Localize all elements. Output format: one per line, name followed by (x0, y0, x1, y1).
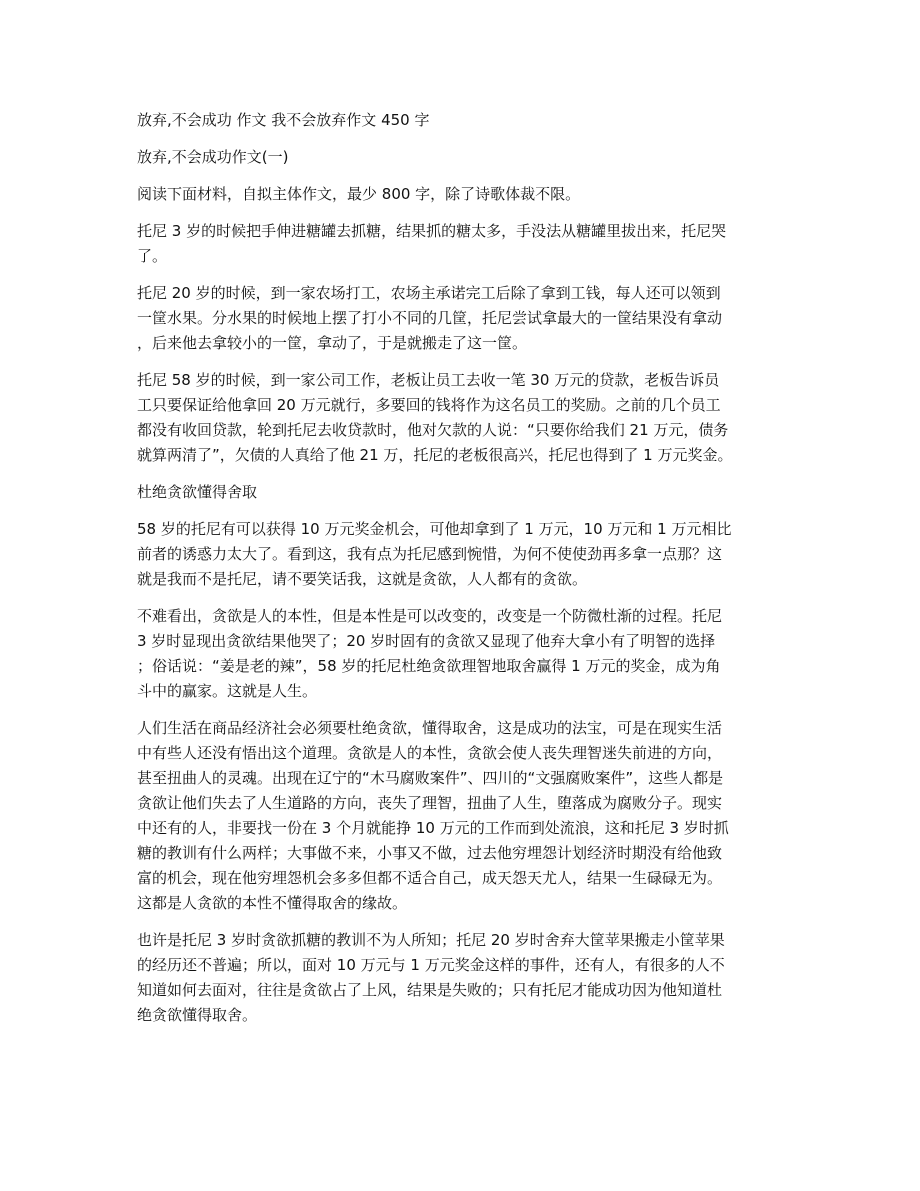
text-line: 中还有的人，非要找一份在 3 个月就能挣 10 万元的工作而到处流浪，这和托尼 3 岁时抓 (137, 819, 729, 837)
paragraph-society (137, 716, 785, 916)
text-line: 3 岁时显现出贪欲结果他哭了；20 岁时固有的贪欲又显现了他弃大拿小有了明智的选择 (137, 632, 716, 650)
text-line: 斗中的赢家。这就是人生。 (137, 682, 318, 700)
text-line: 人们生活在商品经济社会必须要杜绝贪欲，懂得取舍，这是成功的法宝，可是在现实生活 (137, 719, 723, 737)
text-line: 糖的教训有什么两样；大事做不来，小事又不做，过去他穷埋怨计划经济时期没有给他致 (137, 844, 723, 862)
paragraph-human-nature (137, 604, 785, 704)
paragraph-age-58 (137, 368, 785, 468)
paragraph-temptation (137, 517, 785, 592)
text-line: 就是我而不是托尼，请不要笑话我，这就是贪欲，人人都有的贪欲。 (137, 570, 588, 588)
paragraph-age-3 (137, 219, 785, 269)
text-line: 绝贪欲懂得取舍。 (137, 1006, 258, 1024)
essay-heading: 放弃,不会成功作文(一) (137, 148, 289, 166)
text-line: 托尼 58 岁的时候，到一家公司工作，老板让员工去收一笔 30 万元的贷款，老板告诉员 (137, 371, 720, 389)
text-line: 的经历还不普遍；所以，面对 10 万元与 1 万元奖金这样的事件，还有人，有很多的人不 (137, 956, 725, 974)
paragraph-instructions (137, 182, 785, 207)
text-line: 富的机会，现在他穷埋怨机会多多但都不适合自己，成天怨天尤人，结果一生碌碌无为。 (137, 869, 723, 887)
document-title: 放弃,不会成功 作文 我不会放弃作文 450 字 (137, 111, 430, 129)
text-line: 也许是托尼 3 岁时贪欲抓糖的教训不为人所知；托尼 20 岁时舍弃大筐苹果搬走小筐苹果 (137, 931, 725, 949)
text-line: 这都是人贪欲的本性不懂得取舍的缘故。 (137, 894, 408, 912)
text-line: 58 岁的托尼有可以获得 10 万元奖金机会，可他却拿到了 1 万元，10 万元和 1 万元相比 (137, 520, 732, 538)
text-line: 了。 (137, 247, 168, 265)
text-line: ，后来他去拿较小的一筐，拿动了，于是就搬走了这一筐。 (137, 334, 528, 352)
document-body (137, 108, 785, 1040)
essay-subtitle: 杜绝贪欲懂得舍取 (137, 483, 258, 501)
text-line: 都没有收回贷款，轮到托尼去收贷款时，他对欠款的人说：“只要你给我们 21 万元，债务 (137, 421, 729, 439)
text-line: 甚至扭曲人的灵魂。出现在辽宁的“木马腐败案件”、四川的“文强腐败案件”，这些人都是 (137, 769, 724, 787)
text-line: 贪欲让他们失去了人生道路的方向，丧失了理智，扭曲了人生，堕落成为腐败分子。现实 (137, 794, 723, 812)
text-line: 前者的诱惑力太大了。看到这，我有点为托尼感到惋惜，为何不使使劲再多拿一点那？这 (137, 545, 723, 563)
text-line: 不难看出，贪欲是人的本性，但是本性是可以改变的，改变是一个防微杜渐的过程。托尼 (137, 607, 723, 625)
text-line: 知道如何去面对，往往是贪欲占了上风，结果是失败的；只有托尼才能成功因为他知道杜 (137, 981, 723, 999)
text-line: 托尼 20 岁的时候，到一家农场打工，农场主承诺完工后除了拿到工钱，每人还可以领到 (137, 284, 721, 302)
text-line: ；俗话说：“姜是老的辣”，58 岁的托尼杜绝贪欲理智地取舍赢得 1 万元的奖金，成为角 (137, 657, 721, 675)
paragraph-conclusion (137, 928, 785, 1028)
text-line: 阅读下面材料，自拟主体作文，最少 800 字，除了诗歌体裁不限。 (137, 185, 581, 203)
paragraph-subtitle (137, 480, 785, 505)
text-line: 托尼 3 岁的时候把手伸进糖罐去抓糖，结果抓的糖太多，手没法从糖罐里拔出来，托尼哭 (137, 222, 727, 240)
text-line: 一筐水果。分水果的时候地上摆了打小不同的几筐，托尼尝试拿最大的一筐结果没有拿动 (137, 309, 723, 327)
text-line: 中有些人还没有悟出这个道理。贪欲是人的本性，贪欲会使人丧失理智迷失前进的方向， (137, 744, 723, 762)
paragraph-age-20 (137, 281, 785, 356)
text-line: 工只要保证给他拿回 20 万元就行，多要回的钱将作为这名员工的奖励。之前的几个员工 (137, 396, 721, 414)
text-line: 就算两清了”，欠债的人真给了他 21 万，托尼的老板很高兴，托尼也得到了 1 万元奖金。 (137, 446, 733, 464)
